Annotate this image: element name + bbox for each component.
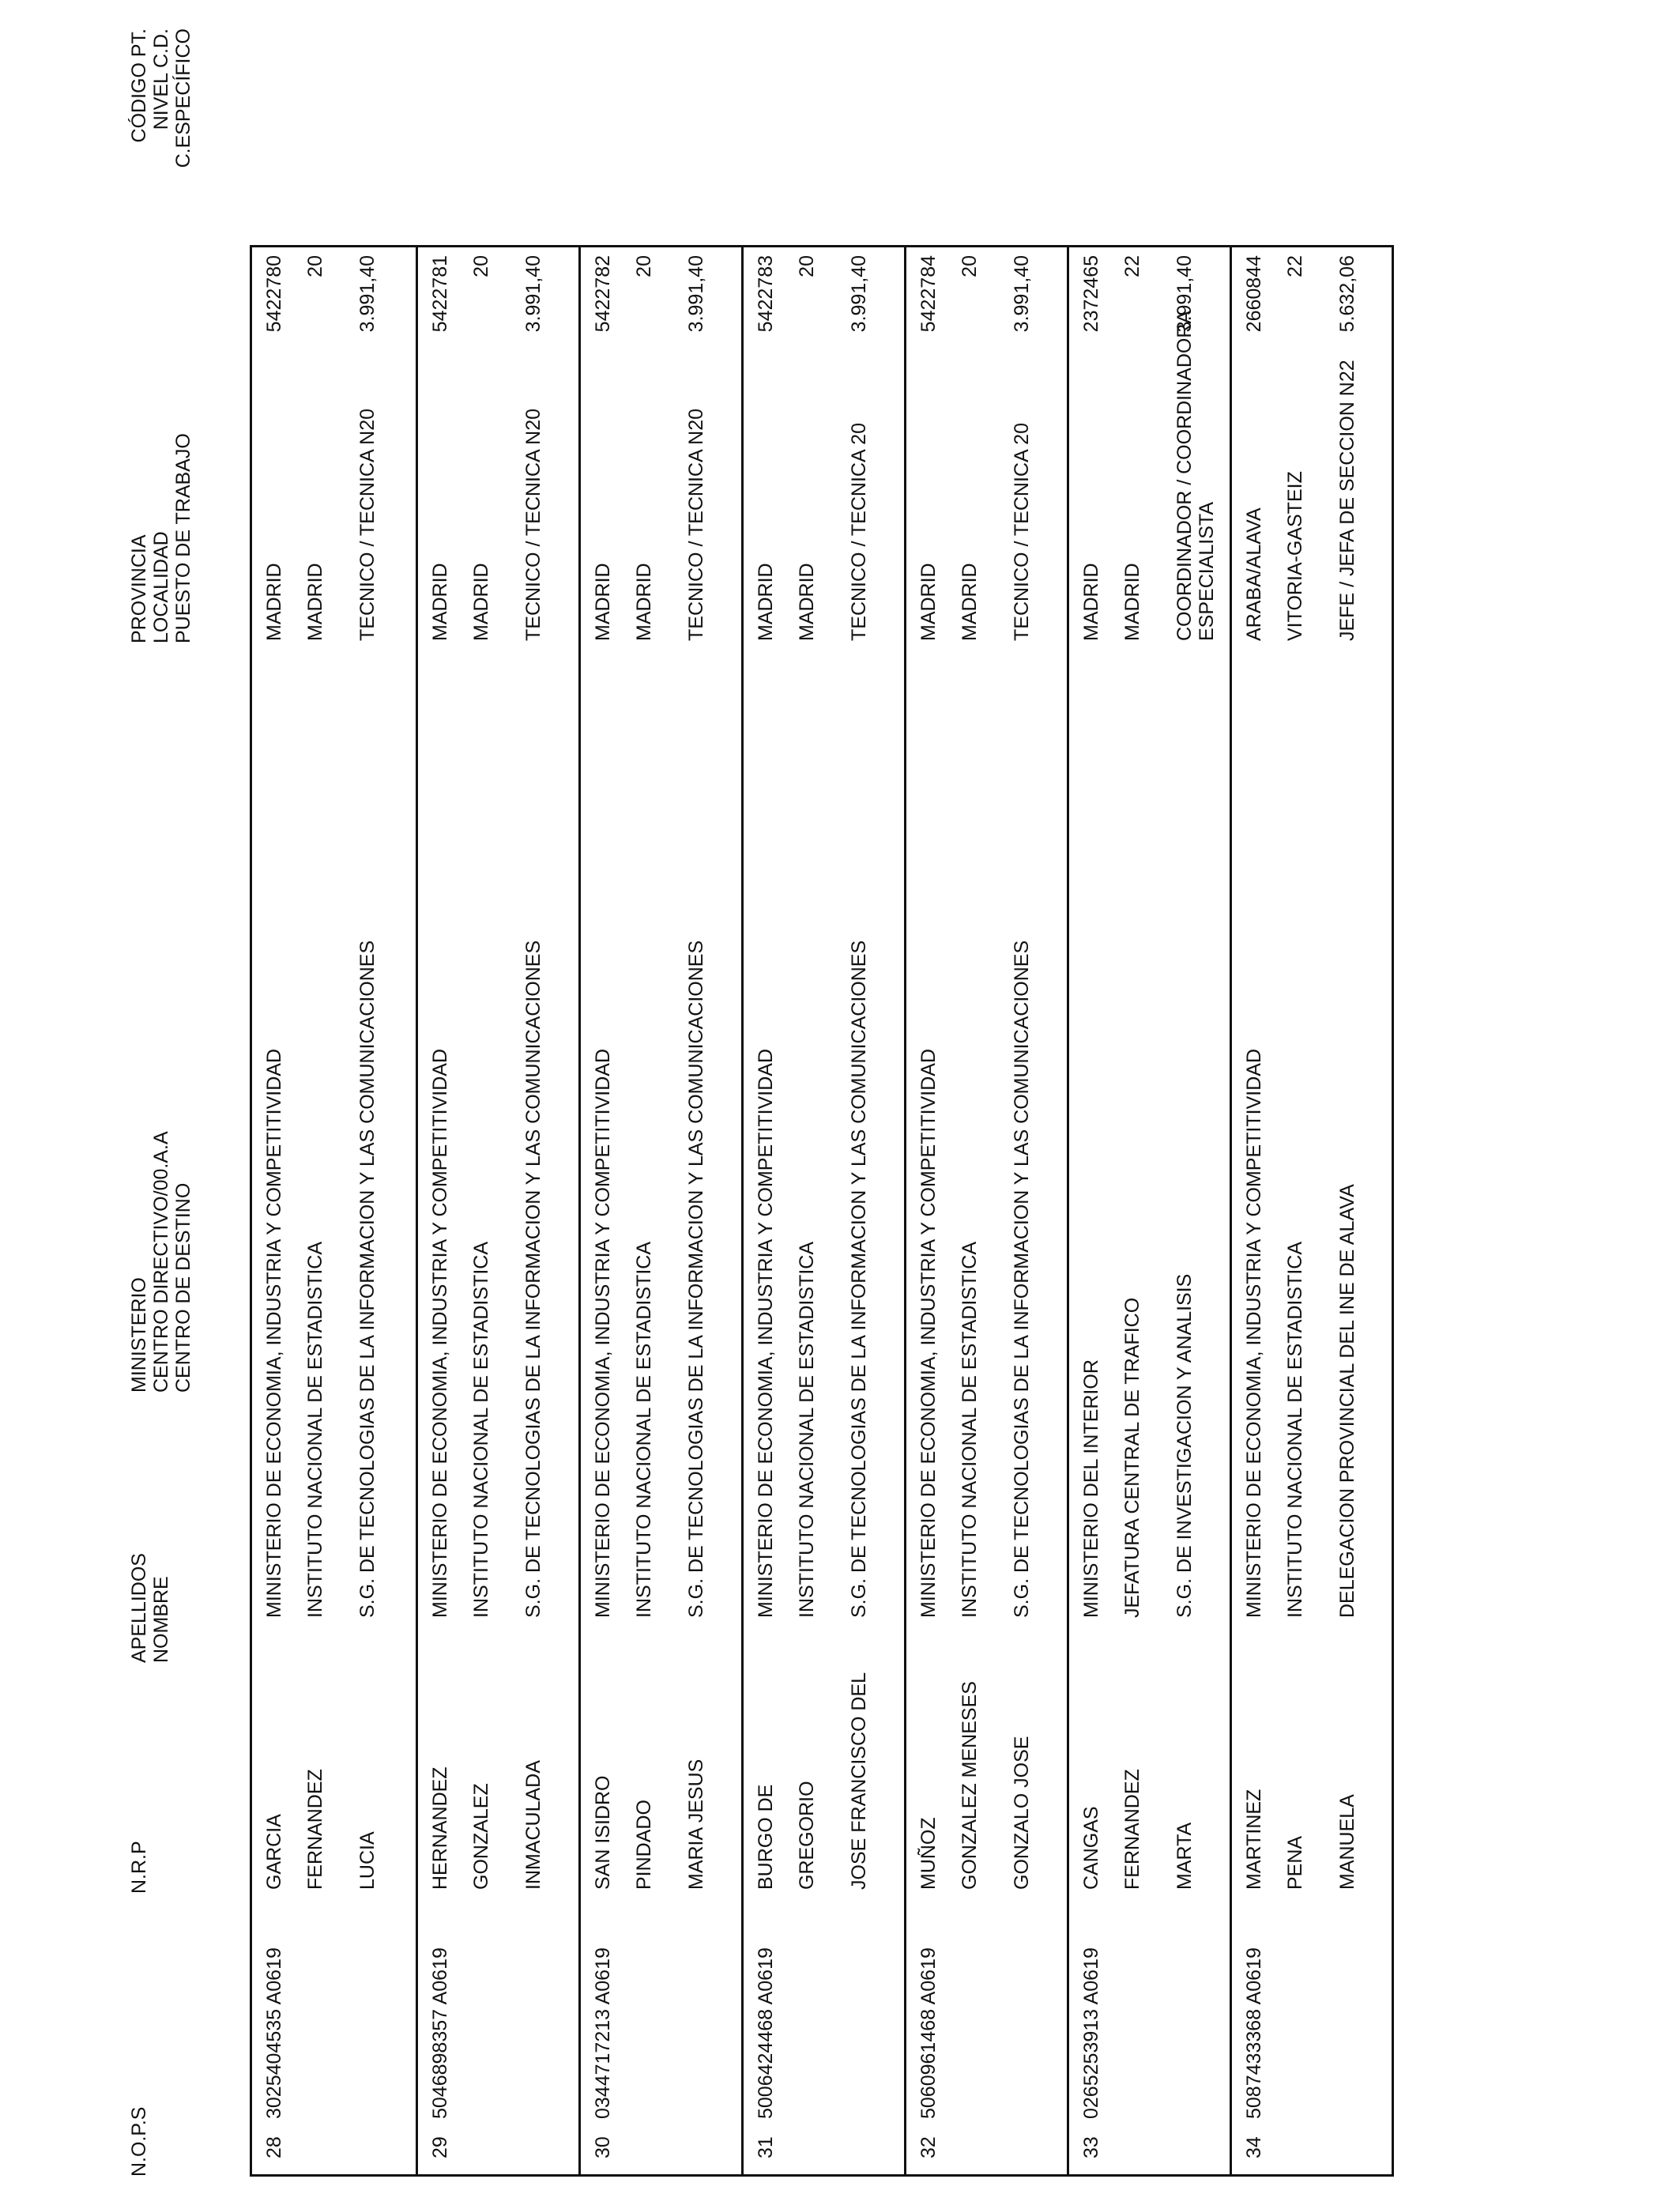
cell-nrp: 5046898357 A0619 xyxy=(429,1947,451,2119)
cell-centro-destino: S.G. DE TECNOLOGIAS DE LA INFORMACION Y LAS COMUNICACIONES xyxy=(522,940,544,1618)
cell-nivel: 20 xyxy=(796,255,818,277)
cell-localidad: MADRID xyxy=(796,563,818,641)
cell-codigo: 5422784 xyxy=(917,255,940,333)
cell-apellido2: GONZALEZ xyxy=(470,1783,492,1890)
puesto-line: ESPECIALISTA xyxy=(1196,502,1218,641)
cell-especifico: 3.991,40 xyxy=(848,255,870,333)
cell-nrp: 3025404535 A0619 xyxy=(263,1947,285,2119)
cell-nivel: 20 xyxy=(470,255,492,277)
cell-apellido1: BURGO DE xyxy=(755,1784,777,1890)
cell-apellido1: GARCIA xyxy=(263,1814,285,1890)
puesto-line: TECNICO / TECNICA 20 xyxy=(1011,423,1033,641)
cell-apellido2: FERNANDEZ xyxy=(1121,1769,1143,1890)
cell-codigo: 5422780 xyxy=(263,255,285,333)
cell-especifico: 3.991,40 xyxy=(685,255,707,333)
cell-provincia: MADRID xyxy=(755,563,777,641)
cell-nombre: JOSE FRANCISCO DEL xyxy=(848,1672,870,1890)
header-apellidos: APELLIDOS NOMBRE xyxy=(128,1553,172,1663)
cell-centro-directivo: INSTITUTO NACIONAL DE ESTADISTICA xyxy=(959,1242,981,1618)
cell-ministerio: MINISTERIO DE ECONOMIA, INDUSTRIA Y COMPETITIVIDAD xyxy=(263,1049,285,1618)
table-row-28 xyxy=(252,247,415,2174)
cell-nops: 31 xyxy=(755,2136,777,2158)
cell-ministerio: MINISTERIO DE ECONOMIA, INDUSTRIA Y COMPETITIVIDAD xyxy=(1243,1049,1265,1618)
cell-nombre: GONZALO JOSE xyxy=(1011,1736,1033,1890)
cell-provincia: MADRID xyxy=(1080,563,1102,641)
table-header xyxy=(128,0,215,2194)
table-row-32 xyxy=(904,247,1067,2174)
cell-especifico: 3.991,40 xyxy=(356,255,379,333)
cell-localidad: MADRID xyxy=(470,563,492,641)
cell-provincia: MADRID xyxy=(429,563,451,641)
cell-puesto xyxy=(848,423,870,641)
cell-nrp: 0344717213 A0619 xyxy=(592,1947,614,2119)
cell-centro-directivo: JEFATURA CENTRAL DE TRAFICO xyxy=(1121,1297,1143,1618)
cell-nombre: LUCIA xyxy=(356,1831,379,1890)
cell-apellido1: CANGAS xyxy=(1080,1806,1102,1890)
header-nrp: N.R.P xyxy=(128,1841,150,1894)
cell-nrp: 5006424468 A0619 xyxy=(755,1947,777,2119)
table-row-33 xyxy=(1067,247,1230,2174)
cell-localidad: MADRID xyxy=(959,563,981,641)
cell-localidad: VITORIA-GASTEIZ xyxy=(1284,471,1306,641)
cell-especifico: 5.632,06 xyxy=(1336,255,1358,333)
cell-codigo: 2372465 xyxy=(1080,255,1102,333)
puesto-line: TECNICO / TECNICA 20 xyxy=(848,423,870,641)
puesto-line: TECNICO / TECNICA N20 xyxy=(685,408,707,641)
header-provincia: PROVINCIA LOCALIDAD PUESTO DE TRABAJO xyxy=(128,433,194,643)
cell-puesto xyxy=(356,409,379,641)
cell-nivel: 20 xyxy=(633,255,655,277)
cell-puesto xyxy=(685,409,707,641)
cell-puesto xyxy=(1011,423,1033,641)
cell-codigo: 2660844 xyxy=(1243,255,1265,333)
cell-puesto xyxy=(522,409,544,641)
cell-nrp: 5087433368 A0619 xyxy=(1243,1947,1265,2119)
cell-codigo: 5422783 xyxy=(755,255,777,333)
cell-provincia: ARABA/ALAVA xyxy=(1243,507,1265,641)
cell-codigo: 5422781 xyxy=(429,255,451,333)
table-row-34 xyxy=(1230,247,1392,2174)
cell-apellido1: MUÑOZ xyxy=(917,1817,940,1890)
cell-apellido2: GREGORIO xyxy=(796,1781,818,1890)
cell-apellido2: GONZALEZ MENESES xyxy=(959,1681,981,1890)
header-codigo: CÓDIGO PT. NIVEL C.D. C.ESPECÍFICO xyxy=(128,28,194,168)
cell-nivel: 20 xyxy=(304,255,326,277)
cell-apellido1: MARTINEZ xyxy=(1243,1789,1265,1890)
cell-apellido1: SAN ISIDRO xyxy=(592,1775,614,1890)
cell-ministerio: MINISTERIO DE ECONOMIA, INDUSTRIA Y COMPETITIVIDAD xyxy=(917,1049,940,1618)
destinations-table xyxy=(250,245,1394,2177)
cell-centro-directivo: INSTITUTO NACIONAL DE ESTADISTICA xyxy=(470,1242,492,1618)
puesto-line: TECNICO / TECNICA N20 xyxy=(356,408,379,641)
cell-provincia: MADRID xyxy=(263,563,285,641)
cell-apellido2: PINDADO xyxy=(633,1800,655,1890)
cell-localidad: MADRID xyxy=(1121,563,1143,641)
cell-localidad: MADRID xyxy=(633,563,655,641)
cell-nops: 29 xyxy=(429,2136,451,2158)
cell-centro-destino: S.G. DE INVESTIGACION Y ANALISIS xyxy=(1173,1273,1196,1618)
puesto-line: TECNICO / TECNICA N20 xyxy=(522,408,544,641)
cell-apellido1: HERNANDEZ xyxy=(429,1766,451,1890)
cell-nivel: 22 xyxy=(1284,255,1306,277)
cell-nops: 34 xyxy=(1243,2136,1265,2158)
cell-nombre: INMACULADA xyxy=(522,1760,544,1890)
cell-nivel: 22 xyxy=(1121,255,1143,277)
table-row-29 xyxy=(416,247,578,2174)
cell-centro-destino: S.G. DE TECNOLOGIAS DE LA INFORMACION Y LAS COMUNICACIONES xyxy=(1011,940,1033,1618)
cell-especifico: 3.991,40 xyxy=(1011,255,1033,333)
header-ministerio: MINISTERIO CENTRO DIRECTIVO/00.A.A CENTRO DE DESTINO xyxy=(128,1131,194,1393)
table-row-30 xyxy=(578,247,741,2174)
cell-ministerio: MINISTERIO DE ECONOMIA, INDUSTRIA Y COMPETITIVIDAD xyxy=(592,1049,614,1618)
cell-nombre: MARTA xyxy=(1173,1822,1196,1890)
cell-localidad: MADRID xyxy=(304,563,326,641)
cell-apellido2: PENA xyxy=(1284,1835,1306,1890)
cell-nombre: MANUELA xyxy=(1336,1794,1358,1890)
cell-centro-destino: S.G. DE TECNOLOGIAS DE LA INFORMACION Y LAS COMUNICACIONES xyxy=(848,940,870,1618)
cell-nivel: 20 xyxy=(959,255,981,277)
table-row-31 xyxy=(741,247,904,2174)
cell-nops: 33 xyxy=(1080,2136,1102,2158)
cell-especifico: 3.991,40 xyxy=(1173,255,1196,333)
cell-provincia: MADRID xyxy=(917,563,940,641)
cell-nrp: 5060961468 A0619 xyxy=(917,1947,940,2119)
cell-nops: 30 xyxy=(592,2136,614,2158)
cell-nrp: 0265253913 A0619 xyxy=(1080,1947,1102,2119)
cell-centro-directivo: INSTITUTO NACIONAL DE ESTADISTICA xyxy=(633,1242,655,1618)
cell-nops: 28 xyxy=(263,2136,285,2158)
header-nops: N.O.P.S xyxy=(128,2106,150,2177)
puesto-line: JEFE / JEFA DE SECCION N22 xyxy=(1336,360,1358,641)
cell-centro-directivo: INSTITUTO NACIONAL DE ESTADISTICA xyxy=(796,1242,818,1618)
cell-nops: 32 xyxy=(917,2136,940,2158)
cell-nombre: MARIA JESUS xyxy=(685,1759,707,1890)
cell-ministerio: MINISTERIO DEL INTERIOR xyxy=(1080,1359,1102,1618)
cell-codigo: 5422782 xyxy=(592,255,614,333)
puesto-line: COORDINADOR / COORDINADORA xyxy=(1173,310,1196,641)
cell-especifico: 3.991,40 xyxy=(522,255,544,333)
cell-centro-destino: DELEGACION PROVINCIAL DEL INE DE ALAVA xyxy=(1336,1184,1358,1618)
cell-centro-directivo: INSTITUTO NACIONAL DE ESTADISTICA xyxy=(304,1242,326,1618)
cell-ministerio: MINISTERIO DE ECONOMIA, INDUSTRIA Y COMPETITIVIDAD xyxy=(429,1049,451,1618)
cell-centro-destino: S.G. DE TECNOLOGIAS DE LA INFORMACION Y LAS COMUNICACIONES xyxy=(685,940,707,1618)
cell-centro-destino: S.G. DE TECNOLOGIAS DE LA INFORMACION Y LAS COMUNICACIONES xyxy=(356,940,379,1618)
cell-apellido2: FERNANDEZ xyxy=(304,1769,326,1890)
cell-centro-directivo: INSTITUTO NACIONAL DE ESTADISTICA xyxy=(1284,1242,1306,1618)
cell-ministerio: MINISTERIO DE ECONOMIA, INDUSTRIA Y COMPETITIVIDAD xyxy=(755,1049,777,1618)
cell-provincia: MADRID xyxy=(592,563,614,641)
